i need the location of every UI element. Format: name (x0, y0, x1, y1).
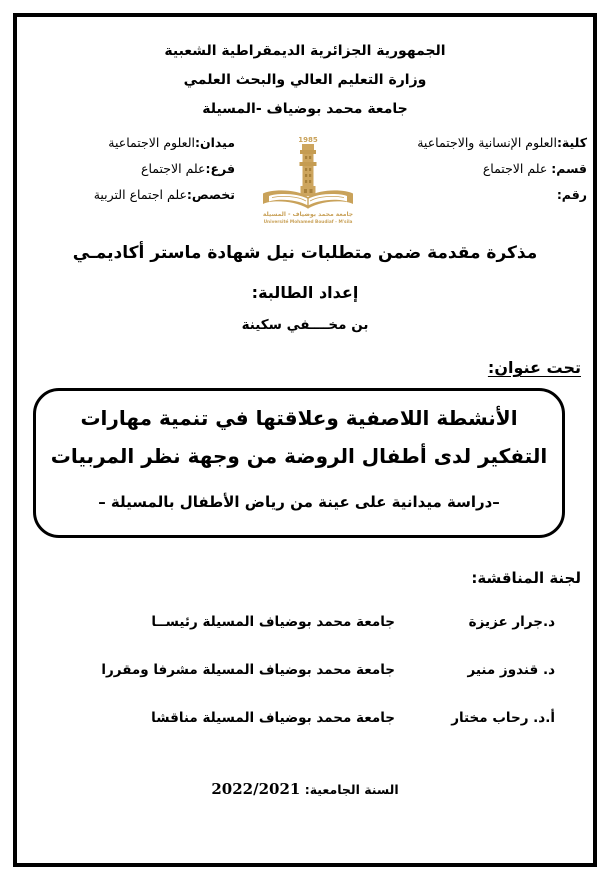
header (17, 37, 593, 124)
faculty-info-column (381, 130, 593, 208)
committee-member-name: د. قندوز منير (467, 662, 555, 678)
page-border-frame (13, 13, 597, 867)
under-title-label (17, 356, 581, 380)
thesis-statement: مذكرة مقدمة ضمن متطلبات نيل شهادة ماستر أكاديمـي (72, 243, 538, 263)
academic-year-line (17, 778, 593, 801)
title-line-2: التفكير لدى أطفال الروضة من وجهة نظر المربيات (50, 444, 548, 468)
committee-member-name: د.جرار عزيزة (468, 614, 555, 630)
department-value: علم الاجتماع (482, 161, 552, 176)
committee-member-affiliation: جامعة محمد بوضياف المسيلة مشرفا ومقررا (101, 662, 395, 678)
committee-member-affiliation: جامعة محمد بوضياف المسيلة رئيســا (151, 614, 395, 630)
faculty-value: العلوم الإنسانية والاجتماعية (417, 135, 557, 150)
academic-year-label: السنة الجامعية: (304, 782, 399, 797)
committee-row (17, 612, 593, 632)
specialty-value: علم اجتماع التربية (93, 187, 187, 202)
ministry-line: وزارة التعليم العالي والبحث العلمي (183, 72, 427, 88)
academic-year-value: 2022/2021 (211, 780, 301, 798)
logo-name-french: Université Mohamed Boudiaf - M'sila (263, 220, 353, 225)
branch-value: علم الاجتماع (141, 161, 206, 176)
department-line (381, 156, 587, 182)
faculty-line (381, 130, 587, 156)
republic-line: الجمهورية الجزائرية الديمقراطية الشعبية (164, 43, 446, 59)
university-line: جامعة محمد بوضياف -المسيلة (202, 101, 408, 117)
info-row (17, 130, 593, 226)
branch-line (17, 156, 235, 182)
number-label: رقم: (556, 187, 587, 202)
field-line (17, 130, 235, 156)
committee-member-name: أ.د. رحاب مختار (451, 710, 555, 726)
thesis-title-box (33, 388, 565, 538)
branch-label: فرع: (205, 161, 235, 176)
title-subtitle: –دراسة ميدانية على عينة من رياض الأطفال بالمسيلة – (98, 493, 500, 511)
logo-year-text: 1985 (298, 136, 318, 144)
committee-member-affiliation: جامعة محمد بوضياف المسيلة مناقشا (151, 710, 395, 726)
university-logo (235, 130, 381, 226)
student-name: بن مخــــفي سكينة (241, 317, 369, 333)
field-label: ميدان: (194, 135, 235, 150)
title-line-1: الأنشطة اللاصفية وعلاقتها في تنمية مهارات (80, 406, 518, 430)
committee-row (17, 660, 593, 680)
specialty-line (17, 182, 235, 208)
field-info-column (17, 130, 235, 208)
field-value: العلوم الاجتماعية (108, 135, 195, 150)
prepared-by-label: إعداد الطالبة: (251, 283, 359, 302)
committee-row (17, 708, 593, 728)
department-label: قسم: (551, 161, 587, 176)
committee-heading: لجنة المناقشة: (471, 569, 581, 587)
specialty-label: تخصص: (186, 187, 235, 202)
university-logo-icon (256, 132, 360, 226)
under-title-text: تحت عنوان: (487, 358, 581, 377)
logo-name-arabic: جامعة محمد بوضياف - المسيلة (262, 211, 354, 218)
logo-tower-icon (300, 144, 317, 196)
faculty-label: كلية: (556, 135, 587, 150)
number-line (381, 182, 587, 208)
